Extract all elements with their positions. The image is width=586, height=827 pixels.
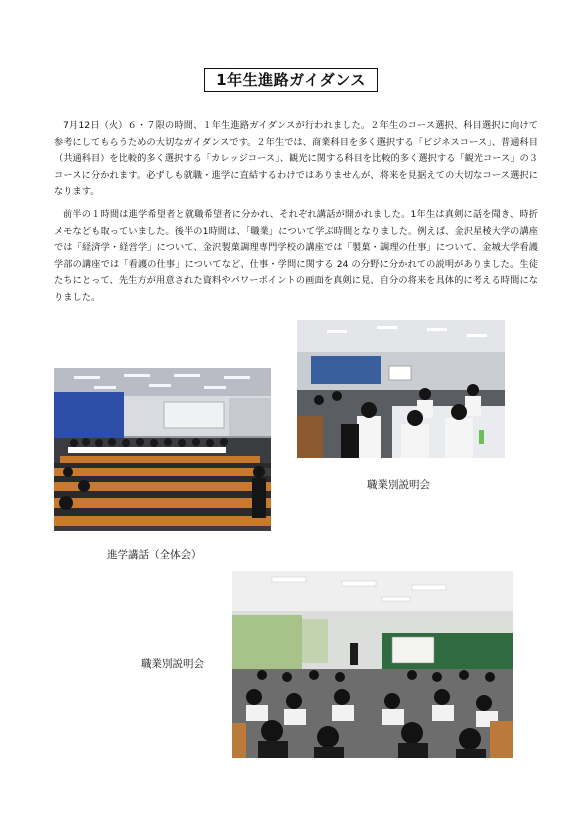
- photo-lecture-hall: [54, 368, 271, 531]
- photo-caption-group-2: 職業別説明会: [141, 658, 204, 670]
- classroom-session-illustration: [232, 571, 513, 758]
- photo-classroom-session: [232, 571, 513, 758]
- paragraph-details: 前半の１時間は進学希望者と就職希望者に分かれ、それぞれ講話が開かれました。1年生は真剣に話を聞き、時折メモなども取っていました。後半の1時間は、「職業」について学ぶ時間となりました。例えば、金沢星稜大学の講座では「経済学・経営学」について、金沢製菓調理専門学校の講座では「製菓・調理の仕事」について、金城大学看護学部の講座では「看護の仕事」についてなど、仕事・学問に関する 24 の分野に分かれての説明がありました。生徒たちにとって、先生方が用意された資料やパワーポイントの画面を真剣に見、自分の将来を具体的に考える時間になりました。: [54, 209, 538, 303]
- page-title: 1年生進路ガイダンス: [204, 68, 378, 92]
- photo-caption-lecture: 進学講話（全体会）: [107, 549, 202, 561]
- photo-group-session: [297, 320, 505, 458]
- lecture-hall-illustration: [54, 368, 271, 531]
- photo-caption-group-1: 職業別説明会: [367, 479, 430, 491]
- paragraph-intro: 7月12日（火）６・７限の時間、１年生進路ガイダンスが行われました。２年生のコース選択、科目選択に向けて参考にしてもらうための大切なガイダンスです。２年生では、商業科目を多く選択する「ビジネスコース」、普通科目（共通科目）を比較的多く選択する「カレッジコース」、観光に関する科目を比較的多く選択する「観光コース」の３コースに分かれます。必ずしも就職・進学に直結するわけではありませんが、将来を見据えての大切なコース選択になります。: [54, 120, 538, 198]
- group-session-illustration: [297, 320, 505, 458]
